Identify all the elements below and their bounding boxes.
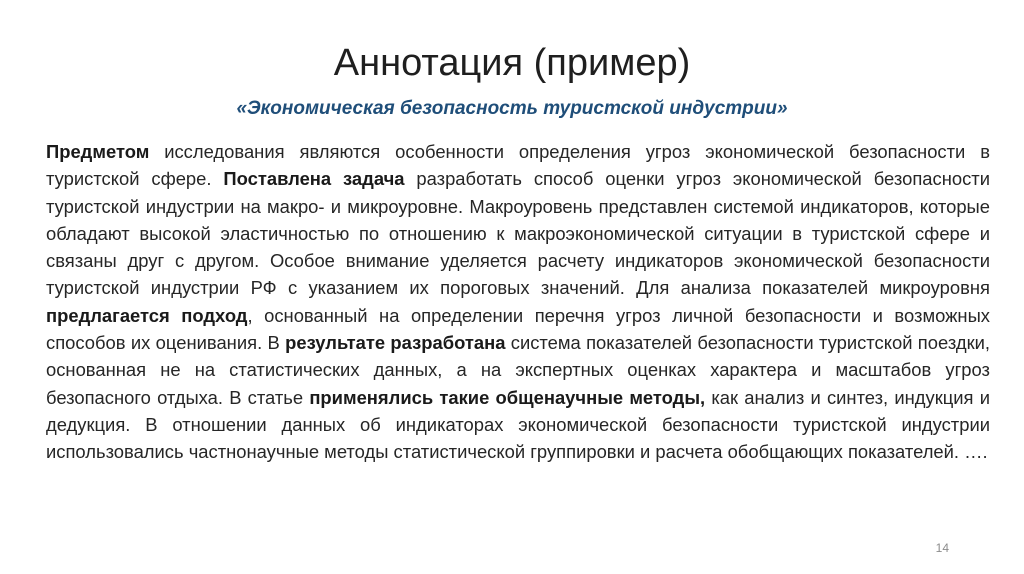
text-run: разработать способ оценки угроз экономической безопасности туристской индустрии на макро- и микроуровне. Макроуровень представлен системой индикаторов, которые обладают высокой эластичностью по отношению к макроэкономической ситуации в туристской сфере и связаны друг с другом. Особое внимание уделяется расчету индикаторов экономической безопасности туристской индустрии РФ с указанием их пороговых значений. Для анализа показателей микроуровня — [46, 168, 990, 299]
text-run: исследования являются особенности определения угроз экономической безопасности в туристской сфере. — [46, 141, 990, 190]
bold-phrase: Поставлена задача — [223, 168, 405, 190]
bold-phrase: Предметом — [46, 141, 150, 162]
page-number: 14 — [935, 541, 949, 555]
slide-subtitle: «Экономическая безопасность туристской индустрии» — [236, 98, 788, 119]
bold-phrase: предлагается подход — [46, 304, 248, 326]
text-run: как анализ и синтез, индукция и дедукция. В отношении данных об индикаторах экономической безопасности туристской индустрии использовались частнонаучные методы статистической группировки и расчета обобщающих показателей. …. — [46, 386, 990, 463]
text-run: система показателей безопасности туристской поездки, основанная не на статистических данных, а на экспертных оценках характера и масштабов угроз безопасного отдыха. В статье — [46, 332, 991, 408]
text-run: , основанный на определении перечня угроз личной безопасности и возможных способов их оценивания. В — [46, 304, 990, 354]
bold-phrase: результате разработана — [285, 332, 506, 354]
slide-title: Аннотация (пример) — [333, 42, 691, 84]
annotation-paragraph — [46, 138, 990, 466]
bold-phrase: применялись такие общенаучные методы, — [309, 386, 706, 408]
